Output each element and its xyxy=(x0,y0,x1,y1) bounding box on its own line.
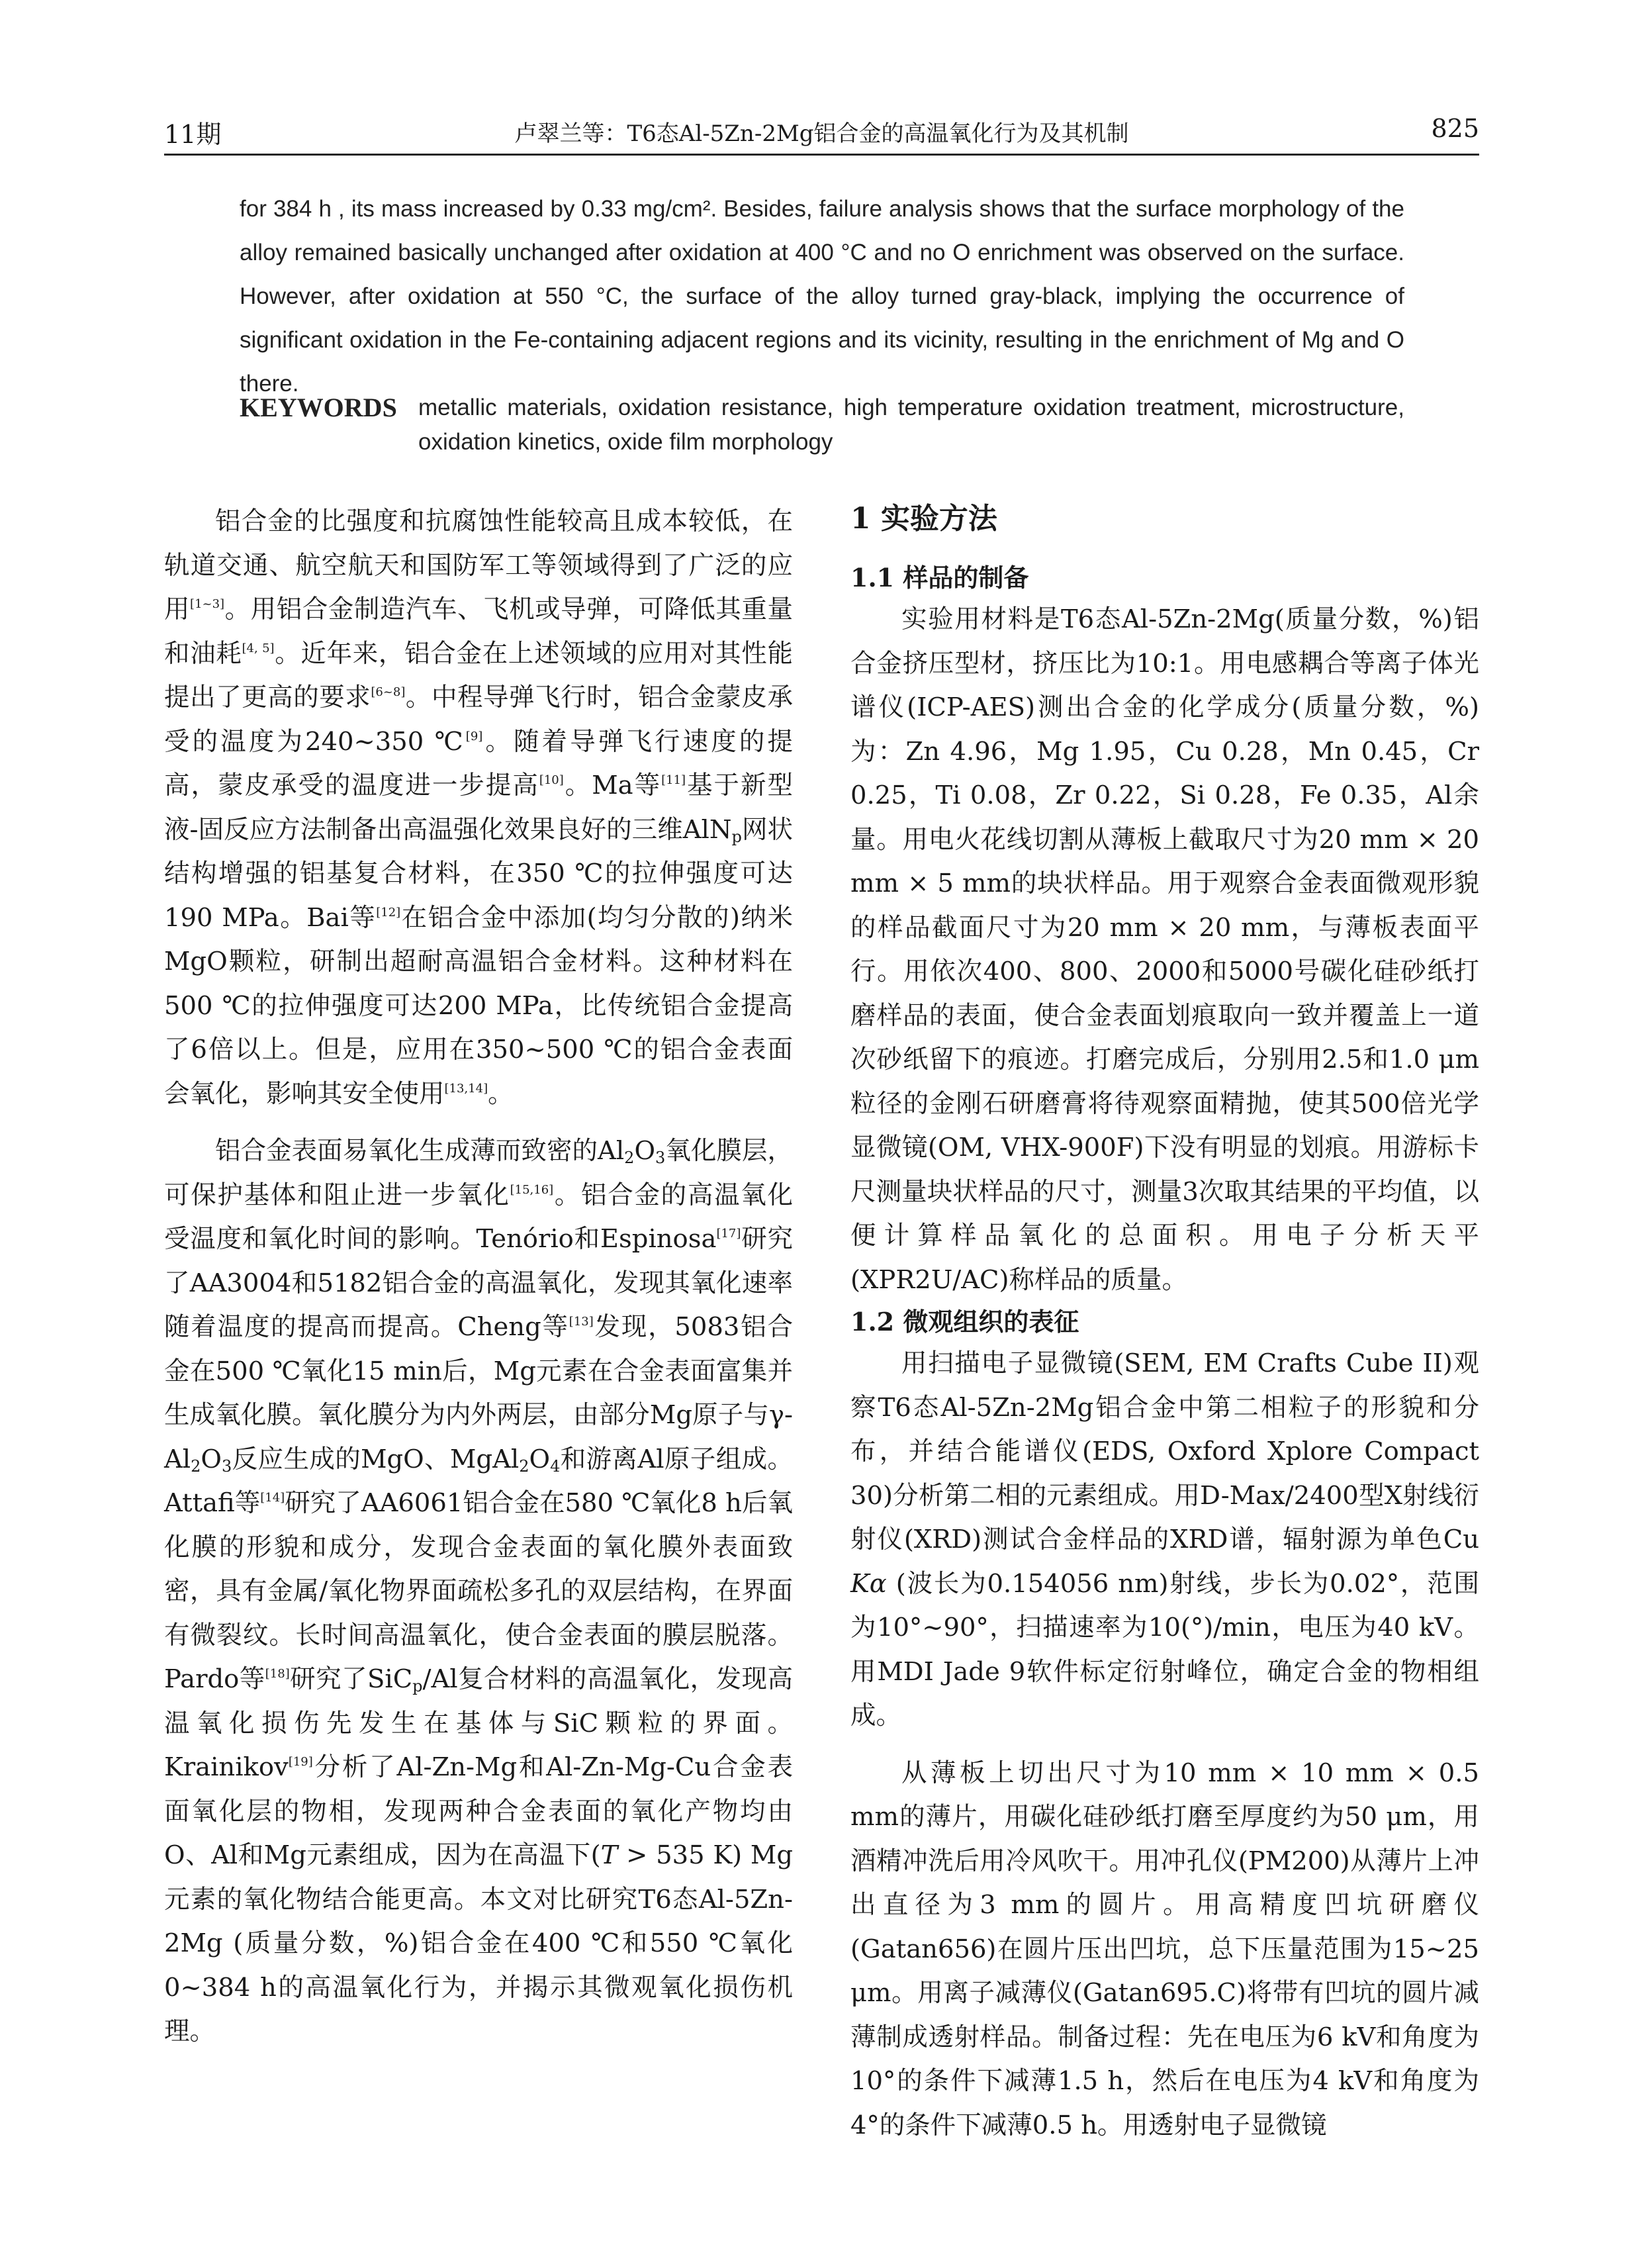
citation: [18] xyxy=(265,1667,290,1681)
subsection-heading-1-2: 1.2 微观组织的表征 xyxy=(850,1307,1079,1337)
left-column xyxy=(164,500,793,2054)
citation: [13] xyxy=(569,1315,594,1329)
abstract-text: for 384 h , its mass increased by 0.33 mg/cm². Besides, failure analysis shows that the surface morphology of the alloy remained basically unchanged after oxidation at 400 °C and no O enrichment was observed on the surface. However, after oxidation at 550 °C, the surface of the alloy turned gray-black, implying the occurrence of significant oxidation in the Fe-containing adjacent regions and its vicinity, resulting in the enrichment of Mg and O there. xyxy=(240,196,1404,397)
citation: [15,16] xyxy=(510,1182,554,1197)
issue-number: 11期 xyxy=(164,120,222,149)
methods-paragraph-2: 用扫描电子显微镜(SEM, EM Crafts Cube II)观察T6态Al-5Zn-2Mg铝合金中第二相粒子的形貌和分布，并结合能谱仪(EDS, Oxford Xplore Compact 30)分析第二相的元素组成。用D-Max/2400型X射线衍射仪(XRD)测试合金样品的XRD谱，辐射源为单色Cu Kα (波长为0.154056 nm)射线，步长为0.02°，范围为10°~90°，扫描速率为10(°)/min，电压为40 kV。用MDI Jade 9软件标定衍射峰位，确定合金的物相组成。 xyxy=(850,1348,1479,1730)
intro-paragraph-1: 铝合金的比强度和抗腐蚀性能较高且成本较低，在轨道交通、航空航天和国防军工等领域得到了广泛的应用[1~3]。用铝合金制造汽车、飞机或导弹，可降低其重量和油耗[4, 5]。近年来，铝合金在上述领域的应用对其性能提出了更高的要求[6~8]。中程导弹飞行时，铝合金蒙皮承受的温度为240~350 ℃[9]。随着导弹飞行速度的提高，蒙皮承受的温度进一步提高[10]。Ma等[11]基于新型液-固反应方法制备出高温强化效果良好的三维AlN$_p$网状结构增强的铝基复合材料，在350 ℃的拉伸强度可达190 MPa。Bai等[12]在铝合金中添加(均匀分散的)纳米MgO颗粒，研制出超耐高温铝合金材料。这种材料在500 ℃的拉伸强度可达200 MPa，比传统铝合金提高了6倍以上。但是，应用在350~500 ℃的铝合金表面会氧化，影响其安全使用[13,14]。 xyxy=(164,506,793,1109)
citation: [13,14] xyxy=(444,1081,488,1096)
citation: [9] xyxy=(465,729,483,743)
citation: [1~3] xyxy=(190,597,225,611)
citation: [12] xyxy=(376,905,401,920)
keywords-block xyxy=(240,391,1404,459)
intro-paragraph-2: 铝合金表面易氧化生成薄而致密的$Al_2O_3$氧化膜层，可保护基体和阻止进一步氧化[15,16]。铝合金的高温氧化受温度和氧化时间的影响。Tenório和Espinosa[17]研究了AA3004和5182铝合金的高温氧化，发现其氧化速率随着温度的提高而提高。Cheng等[13]发现，5083铝合金在500 ℃氧化15 min后，Mg元素在合金表面富集并生成氧化膜。氧化膜分为内外两层，由部分Mg原子与$\gamma-Al_2O_3$反应生成的MgO、$MgAl_2O_4$和游离Al原子组成。Attafi等[14]研究了AA6061铝合金在580 ℃氧化8 h后氧化膜的形貌和成分，发现合金表面的氧化膜外表面致密，具有金属/氧化物界面疏松多孔的双层结构，在界面有微裂纹。长时间高温氧化，使合金表面的膜层脱落。Pardo等[18]研究了SiC$_p$/Al复合材料的高温氧化，发现高温氧化损伤先发生在基体与SiC颗粒的界面。Krainikov[19]分析了Al-Zn-Mg和Al-Zn-Mg-Cu合金表面氧化层的物相，发现两种合金表面的氧化产物均由O、Al和Mg元素组成，因为在高温下(T > 535 K) Mg元素的氧化物结合能更高。本文对比研究T6态Al-5Zn-2Mg (质量分数，%)铝合金在400 ℃和550 ℃氧化0~384 h的高温氧化行为，并揭示其微观氧化损伤机理。 xyxy=(164,1136,793,2046)
running-header xyxy=(164,106,1479,156)
citation: [19] xyxy=(288,1755,313,1769)
keywords-text: metallic materials, oxidation resistance, high temperature oxidation treatment, microstructure, oxidation kinetics, oxide film morphology xyxy=(418,395,1404,455)
citation: [4, 5] xyxy=(242,641,275,655)
keywords-label: KEYWORDS xyxy=(240,393,397,422)
citation: [10] xyxy=(539,773,564,787)
subsection-heading-1-1: 1.1 样品的制备 xyxy=(850,563,1029,592)
methods-paragraph-3: 从薄板上切出尺寸为10 mm × 10 mm × 0.5 mm的薄片，用碳化硅砂纸打磨至厚度约为50 μm，用酒精冲洗后用冷风吹干。用冲孔仪(PM200)从薄片上冲出直径为3 mm的圆片。用高精度凹坑研磨仪(Gatan656)在圆片压出凹坑，总下压量范围为15~25 μm。用离子减薄仪(Gatan695.C)将带有凹坑的圆片减薄制成透射样品。制备过程：先在电压为6 kV和角度为10°的条件下减薄1.5 h，然后在电压为4 kV和角度为4°的条件下减薄0.5 h。用透射电子显微镜 xyxy=(850,1758,1479,2140)
right-column xyxy=(850,500,1479,2148)
running-title: 卢翠兰等：T6态Al-5Zn-2Mg铝合金的高温氧化行为及其机制 xyxy=(514,120,1129,147)
citation: [6~8] xyxy=(371,685,406,699)
english-abstract xyxy=(240,187,1404,406)
citation: [11] xyxy=(661,773,686,787)
section-heading-methods: 1 实验方法 xyxy=(850,502,997,536)
citation: [14] xyxy=(260,1491,285,1505)
methods-paragraph-1: 实验用材料是T6态Al-5Zn-2Mg(质量分数，%)铝合金挤压型材，挤压比为10:1。用电感耦合等离子体光谱仪(ICP-AES)测出合金的化学成分(质量分数，%)为：Zn 4.96，Mg 1.95，Cu 0.28，Mn 0.45，Cr 0.25，Ti 0.08，Zr 0.22，Si 0.28，Fe 0.35，Al余量。用电火花线切割从薄板上截取尺寸为20 mm × 20 mm × 5 mm的块状样品。用于观察合金表面微观形貌的样品截面尺寸为20 mm × 20 mm，与薄板表面平行。用依次400、800、2000和5000号碳化硅砂纸打磨样品的表面，使合金表面划痕取向一致并覆盖上一道次砂纸留下的痕迹。打磨完成后，分别用2.5和1.0 μm粒径的金刚石研磨膏将待观察面精抛，使其500倍光学显微镜(OM, VHX-900F)下没有明显的划痕。用游标卡尺测量块状样品的尺寸，测量3次取其结果的平均值，以便计算样品氧化的总面积。用电子分析天平(XPR2U/AC)称样品的质量。 xyxy=(850,604,1479,1295)
citation: [17] xyxy=(716,1227,741,1241)
page-number: 825 xyxy=(1431,114,1479,143)
